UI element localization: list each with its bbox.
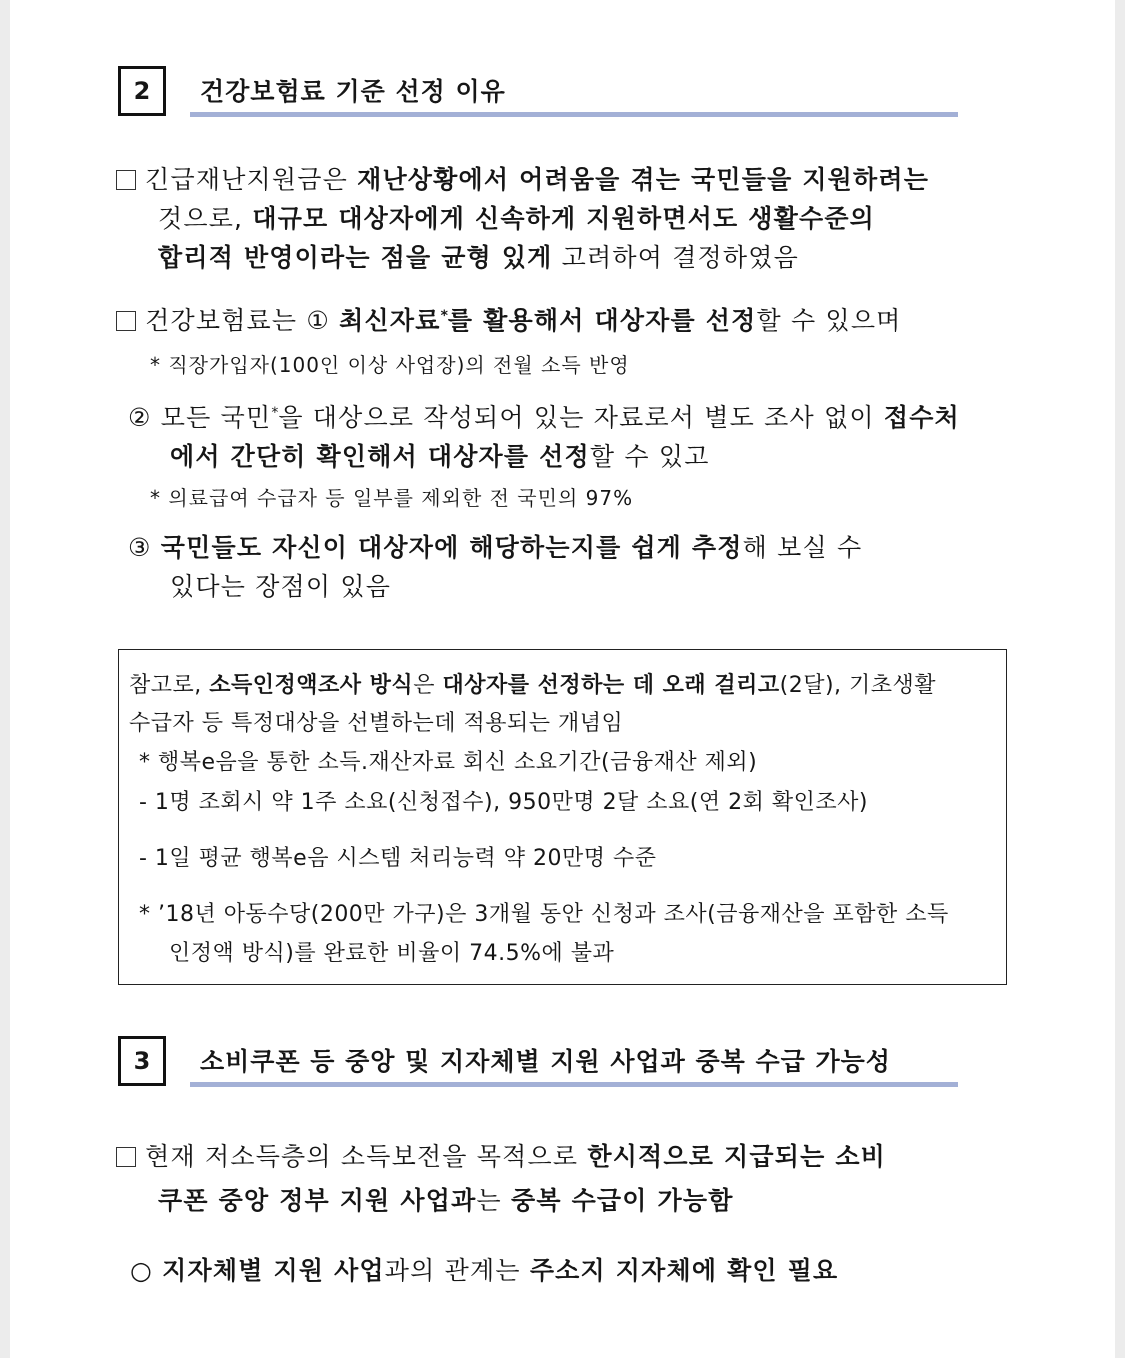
para3-footnote: * 의료급여 수급자 등 일부를 제외한 전 국민의 97% [150, 486, 634, 510]
s3-para1-text: 는 [476, 1186, 511, 1215]
para3-line1 [128, 398, 960, 434]
checkbox-bullet-icon [116, 311, 136, 331]
para3-text: ② 모든 국민 [128, 403, 272, 432]
section-3-rule [190, 1082, 958, 1087]
reference-box [118, 649, 1007, 985]
para4-line2: 있다는 장점이 있음 [170, 572, 392, 601]
refbox-text: 은 [413, 673, 443, 698]
para1-line1 [116, 160, 929, 196]
s3-para2-emphasis: 지자체별 지원 사업 [162, 1256, 385, 1285]
para4-emphasis: 국민들도 자신이 대상자에 해당하는지를 쉽게 추정 [160, 533, 743, 562]
para1-emphasis: 재난상황에서 어려움을 겪는 국민들을 지원하려는 [357, 165, 930, 194]
s3-para1-line1 [116, 1137, 886, 1173]
para3-emphasis: 에서 간단히 확인해서 대상자를 선정 [170, 442, 590, 471]
section-2-rule [190, 112, 958, 117]
para1-line3 [158, 238, 799, 274]
refbox-text: (2달), 기초생활 [779, 673, 937, 698]
refbox-line7: 인정액 방식)를 완료한 비율이 74.5%에 불과 [169, 941, 615, 966]
para4-text: 해 보실 수 [742, 533, 863, 562]
para3-text: 할 수 있고 [589, 442, 710, 471]
s3-para2-text: 과의 관계는 [384, 1256, 530, 1285]
para1-emphasis: 대규모 대상자에게 신속하게 지원하면서도 생활수준의 [252, 204, 876, 233]
refbox-line3: * 행복e음을 통한 소득.재산자료 회신 소요기간(금융재산 제외) [139, 750, 758, 775]
footnote-star: * [440, 308, 448, 324]
s3-para2-line1 [130, 1251, 838, 1287]
section-3-number: 3 [118, 1036, 166, 1086]
s3-para1-emphasis: 쿠폰 중앙 정부 지원 사업과 [158, 1186, 477, 1215]
footnote-star: * [271, 405, 279, 421]
section-3-title: 소비쿠폰 등 중앙 및 지자체별 지원 사업과 중복 수급 가능성 [200, 1047, 891, 1076]
s3-para1-text: 현재 저소득층의 소득보전을 목적으로 [145, 1142, 588, 1171]
checkbox-bullet-icon [116, 1147, 136, 1167]
refbox-line2: 수급자 등 특정대상을 선별하는데 적용되는 개념임 [129, 711, 624, 736]
refbox-text: 참고로, [129, 673, 210, 698]
para3-emphasis: 접수처 [883, 403, 960, 432]
s3-para2-emphasis: 주소지 지자체에 확인 필요 [529, 1256, 839, 1285]
para3-text: 을 대상으로 작성되어 있는 자료로서 별도 조사 없이 [278, 403, 884, 432]
para4-text: ③ [128, 533, 161, 562]
para1-text: 긴급재난지원금은 [145, 165, 358, 194]
para1-text: 고려하여 결정하였음 [552, 243, 799, 272]
document-page [10, 0, 1115, 1358]
para2-emphasis: 최신자료 [339, 306, 441, 335]
para2-text: 할 수 있으며 [756, 306, 902, 335]
section-2-title: 건강보험료 기준 선정 이유 [200, 77, 506, 106]
refbox-line5: - 1일 평균 행복e음 시스템 처리능력 약 20만명 수준 [139, 846, 657, 871]
refbox-line6: * ’18년 아동수당(200만 가구)은 3개월 동안 신청과 조사(금융재산을 포함한 소득 [139, 902, 949, 927]
refbox-emphasis: 소득인정액조사 방식 [209, 673, 414, 698]
para2-footnote: * 직장가입자(100인 이상 사업장)의 전월 소득 반영 [150, 353, 630, 377]
s3-para1-emphasis: 한시적으로 지급되는 소비 [587, 1142, 887, 1171]
refbox-emphasis: 대상자를 선정하는 데 오래 걸리고 [442, 673, 780, 698]
para1-emphasis: 합리적 반영이라는 점을 균형 있게 [158, 243, 553, 272]
para2-text: 건강보험료는 ① [145, 306, 340, 335]
para3-line2 [170, 437, 710, 473]
para4-line1 [128, 528, 862, 564]
para2-line1 [116, 301, 902, 337]
s3-para1-emphasis: 중복 수급이 가능함 [510, 1186, 734, 1215]
checkbox-bullet-icon [116, 170, 136, 190]
para1-line2 [158, 199, 875, 235]
refbox-line4: - 1명 조회시 약 1주 소요(신청접수), 950만명 2달 소요(연 2회 확인조사) [139, 790, 868, 815]
circle-bullet-icon: ○ [130, 1256, 154, 1285]
s3-para1-line2 [158, 1181, 734, 1217]
refbox-line1 [129, 668, 936, 699]
section-2-number: 2 [118, 66, 166, 116]
para2-emphasis: 를 활용해서 대상자를 선정 [447, 306, 757, 335]
para1-text: 것으로, [158, 204, 253, 233]
